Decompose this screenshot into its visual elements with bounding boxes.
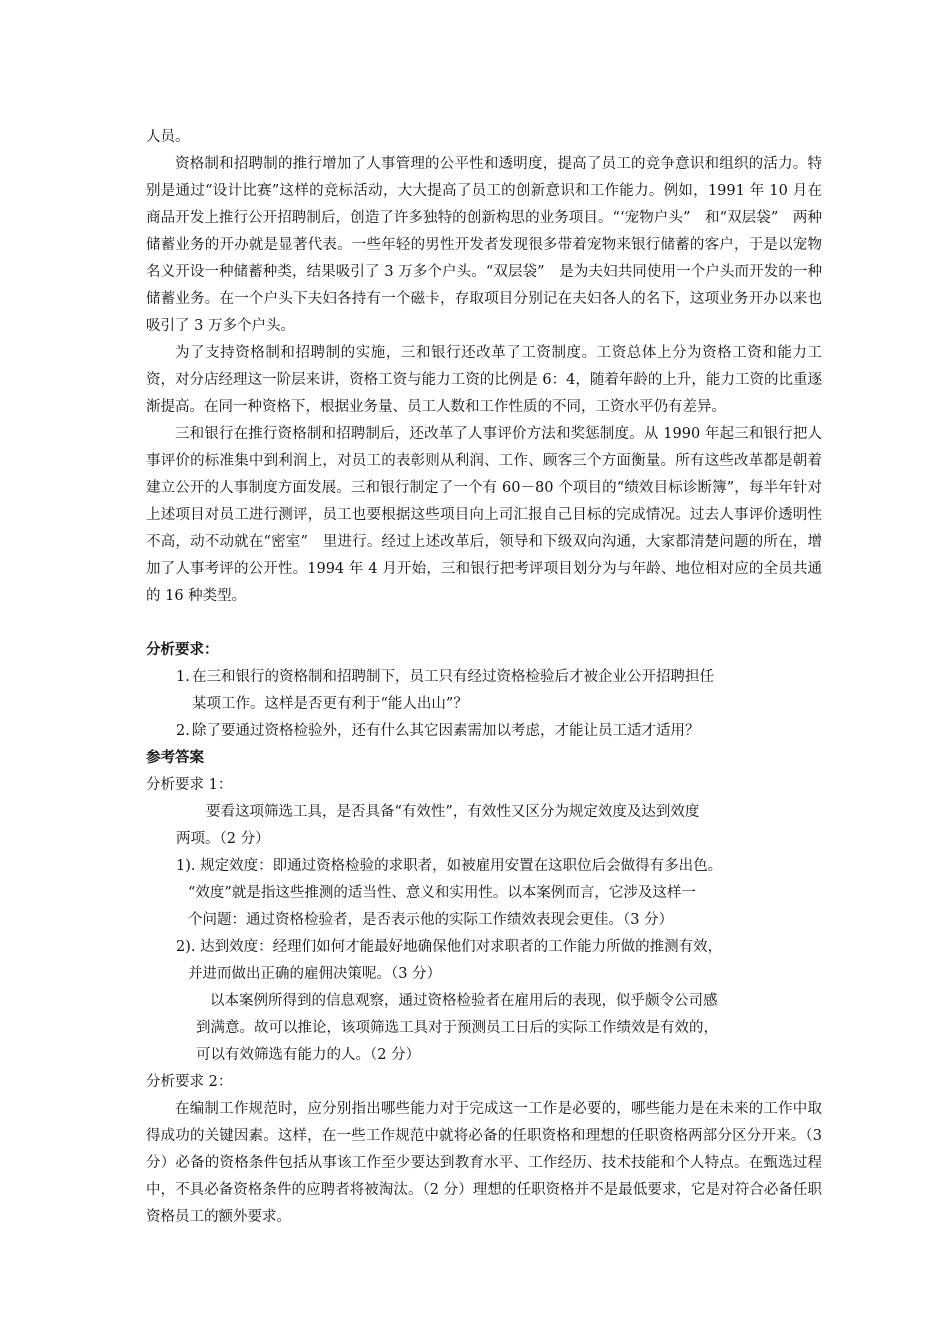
document-page — [146, 124, 822, 1231]
paragraph-continuation: 人员。 — [146, 129, 190, 145]
question-number: 1. — [176, 669, 190, 685]
answer-1-label: 分析要求 1： — [146, 777, 233, 793]
analysis-question-1 — [176, 664, 822, 718]
question-text: 除了要通过资格检验外，还有什么其它因素需加以考虑，才能让员工适才适用？ — [192, 723, 700, 739]
answer-1-intro: 要看这项筛选工具，是否具备“有效性”，有效性又区分为规定效度及达到效度 — [206, 804, 700, 820]
answer-heading: 参考答案 — [146, 750, 204, 766]
paragraph-qualification-effects: 资格制和招聘制的推行增加了人事管理的公平性和透明度，提高了员工的竞争意识和组织的活力。特别是通过“设计比赛”这样的竞标活动，大大提高了员工的创新意识和工作能力。例如，1991 年 10 月在商品开发上推行公开招聘制后，创造了许多独特的创新构思的业务项目。“‘宠物户头” 和“双层袋” 两种储蓄业务的开办就是显著代表。一些年轻的男性开发者发现很多带着宠物来银行储蓄的客户，于是以宠物名义开设一种储蓄种类，结果吸引了 3 万多个户头。“双层袋” 是为夫妇共同使用一个户头而开发的一种储蓄业务。在一个户头下夫妇各持有一个磁卡，存取项目分别记在夫妇各人的名下，这项业务开办以来也吸引了 3 万多个户头。 — [146, 156, 822, 334]
answer-2-label: 分析要求 2： — [146, 1074, 233, 1090]
answer-1-item-2: 2). 达到效度：经理们如何才能最好地确保他们对求职者的工作能力所做的推测有效， — [176, 939, 723, 955]
answer-1-item-1-continued: 个问题：通过资格检验者，是否表示他的实际工作绩效表现会更佳。（3 分） — [188, 912, 674, 928]
answer-1-item-1-continued: “效度”就是指这些推测的适当性、意义和实用性。以本案例而言，它涉及这样一 — [188, 885, 696, 901]
question-number: 2. — [176, 723, 190, 739]
question-text-continued: 某项工作。这样是否更有利于“能人出山”？ — [192, 696, 468, 712]
answer-1-conclusion-continued: 到满意。故可以推论，该项筛选工具对于预测员工日后的实际工作绩效是有效的， — [196, 1020, 718, 1036]
answer-1-conclusion: 以本案例所得到的信息观察，通过资格检验者在雇用后的表现，似乎颇令公司感 — [210, 993, 718, 1009]
answer-2-text: 在编制工作规范时，应分别指出哪些能力对于完成这一工作是必要的，哪些能力是在未来的工作中取得成功的关键因素。这样，在一些工作规范中就将必备的任职资格和理想的任职资格两部分区分开来。（3 分）必备的资格条件包括从事该工作至少要达到教育水平、工作经历、技术技能和个人特点。在甄选过程中，不具必备资格条件的应聘者将被淘汰。（2 分）理想的任职资格并不是最低要求，它是对符合必备任职资格员工的额外要求。 — [146, 1101, 822, 1225]
spacer — [146, 610, 822, 637]
answer-1-intro-continued: 两项。（2 分） — [176, 831, 270, 847]
analysis-question-2 — [176, 718, 822, 745]
answer-1-item-2-continued: 并进而做出正确的雇佣决策呢。（3 分） — [188, 966, 442, 982]
answer-1-conclusion-continued: 可以有效筛选有能力的人。（2 分） — [196, 1047, 421, 1063]
paragraph-evaluation-reform: 三和银行在推行资格制和招聘制后，还改革了人事评价方法和奖惩制度。从 1990 年起三和银行把人事评价的标准集中到利润上，对员工的表彰则从利润、工作、顾客三个方面衡量。所有这些改革都是朝着建立公开的人事制度方面发展。三和银行制定了一个有 60－80 个项目的“绩效目标诊断簿”，每半年针对上述项目对员工进行测评，员工也要根据这些项目向上司汇报自己目标的完成情况。过去人事评价透明性不高，动不动就在“密室” 里进行。经过上述改革后，领导和下级双向沟通，大家都清楚问题的所在，增加了人事考评的公开性。1994 年 4 月开始，三和银行把考评项目划分为与年龄、地位相对应的全员共通的 16 种类型。 — [146, 426, 822, 604]
question-text: 在三和银行的资格制和招聘制下，员工只有经过资格检验后才被企业公开招聘担任 — [192, 669, 714, 685]
answer-1-item-1: 1). 规定效度：即通过资格检验的求职者，如被雇用安置在这职位后会做得有多出色。 — [176, 858, 723, 874]
paragraph-wage-reform: 为了支持资格制和招聘制的实施，三和银行还改革了工资制度。工资总体上分为资格工资和能力工资，对分店经理这一阶层来讲，资格工资与能力工资的比例是 6：4，随着年龄的上升，能力工资的比重逐渐提高。在同一种资格下，根据业务量、员工人数和工作性质的不同，工资水平仍有差异。 — [146, 345, 822, 415]
analysis-heading: 分析要求： — [146, 642, 219, 658]
